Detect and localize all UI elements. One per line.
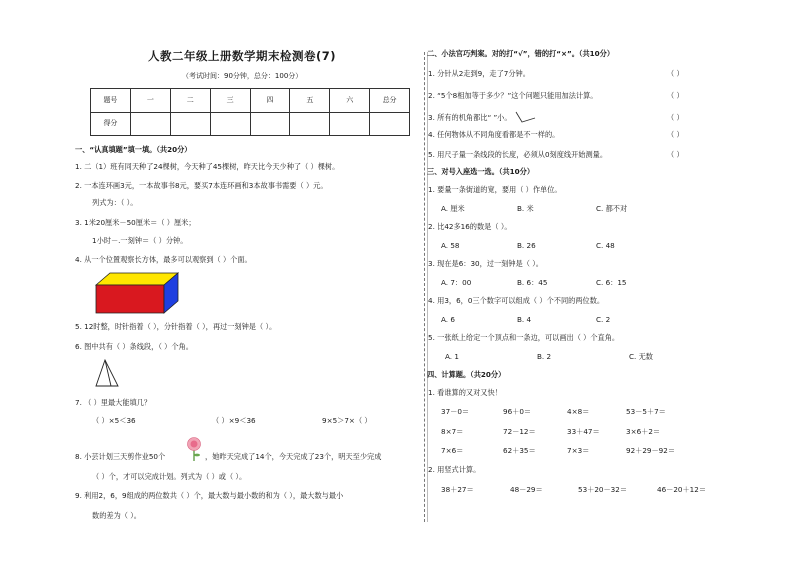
s3-q2-option-a[interactable]: A. 58 xyxy=(441,241,460,250)
flower-leaf xyxy=(194,454,200,457)
s1-q3-second: 1小时－.一刻钟＝（ ）分钟。 xyxy=(92,236,188,245)
s1-q7: 7. （ ）里最大能填几？ xyxy=(75,398,152,407)
s3-q1-option-a[interactable]: A. 厘米 xyxy=(441,204,465,213)
score-blank[interactable] xyxy=(210,112,250,136)
calc-item: 72－12＝ xyxy=(503,427,536,436)
score-cell: 得分 xyxy=(91,112,131,136)
score-cell: 二 xyxy=(170,89,210,113)
section-2-title: 二、小法官巧判案。对的打“√”，错的打“×”。（共10分） xyxy=(427,49,615,58)
s3-q3: 3. 现在是6：30，过一刻钟是（ ）。 xyxy=(428,259,543,268)
s1-q5: 5. 12时整，时针指着（ ），分针指着（ ），再过一刻钟是（ ）。 xyxy=(75,322,277,331)
section-3-title: 三、对号入座选一选。（共10分） xyxy=(427,167,535,176)
score-cell: 一 xyxy=(130,89,170,113)
s2-answer-bracket[interactable]: （ ） xyxy=(667,69,684,78)
score-blank[interactable] xyxy=(130,112,170,136)
s3-q4-option-c[interactable]: C. 2 xyxy=(596,315,611,324)
s2-item-2: 2. “5个8相加等于多少？”这个问题只能用加法计算。 xyxy=(428,91,598,100)
score-table-score-row xyxy=(91,112,410,136)
s2-answer-bracket[interactable]: （ ） xyxy=(667,150,684,159)
s1-q7b: （ ）×9＜36 xyxy=(212,416,256,425)
angle-mark xyxy=(516,112,535,122)
calc-item: 4×8＝ xyxy=(567,407,590,416)
score-blank[interactable] xyxy=(330,112,370,136)
calc-item: 37－0＝ xyxy=(441,407,470,416)
score-cell: 三 xyxy=(210,89,250,113)
s3-q2: 2. 比42多16的数是（ ）。 xyxy=(428,222,512,231)
cuboid-front-face xyxy=(96,285,164,313)
section-4-title: 四、计算题。（共20分） xyxy=(427,370,506,379)
score-blank[interactable] xyxy=(290,112,330,136)
s3-q4: 4. 用3，6，0三个数字可以组成（ ）个不同的两位数。 xyxy=(428,296,605,305)
s3-q4-option-b[interactable]: B. 4 xyxy=(517,315,532,324)
flower-petal-inner xyxy=(191,441,198,448)
s1-q4: 4. 从一个位置观察长方体，最多可以观察到（ ）个面。 xyxy=(75,255,252,264)
s4-q2: 2. 用竖式计算。 xyxy=(428,465,481,474)
vertical-calc-item: 53＋20－32＝ xyxy=(578,485,628,494)
s3-q4-option-a[interactable]: A. 6 xyxy=(441,315,455,324)
right-angle-icon xyxy=(514,110,536,124)
score-table-header-row xyxy=(91,89,410,113)
s3-q1-option-b[interactable]: B. 米 xyxy=(517,204,534,213)
calc-item: 7×6＝ xyxy=(441,446,464,455)
score-cell: 六 xyxy=(330,89,370,113)
s1-q8-continued: ，她昨天完成了14个，今天完成了23个，明天至少完成 xyxy=(205,452,382,461)
s1-q8-second: （ ）个，才可以完成计划。列式为（ ）或（ ）。 xyxy=(92,472,247,481)
calc-item: 7×3＝ xyxy=(567,446,590,455)
s1-q9-second: 数的差为（ ）。 xyxy=(92,511,141,520)
s1-q8: 8. 小芸计划三天剪作业50个 xyxy=(75,452,166,461)
s3-q5-option-a[interactable]: A. 1 xyxy=(445,352,459,361)
s1-q6: 6. 图中共有（ ）条线段，（ ）个角。 xyxy=(75,342,193,351)
s3-q3-option-a[interactable]: A. 7：00 xyxy=(441,278,472,287)
s2-item-1: 1. 分针从2走到9，走了7分钟。 xyxy=(428,69,530,78)
section-1-title: 一、“认真填题”填一填。（共20分） xyxy=(75,145,192,154)
vertical-calc-item: 48－29＝ xyxy=(510,485,543,494)
calc-item: 8×7＝ xyxy=(441,427,464,436)
column-divider-solid xyxy=(427,52,428,522)
s3-q2-option-b[interactable]: B. 26 xyxy=(517,241,536,250)
vertical-calc-item: 46－20＋12＝ xyxy=(657,485,707,494)
triangle-outline xyxy=(96,360,118,386)
calc-item: 3×6＋2＝ xyxy=(626,427,661,436)
column-divider xyxy=(424,52,425,522)
s3-q3-option-b[interactable]: B. 6：45 xyxy=(517,278,548,287)
score-blank[interactable] xyxy=(370,112,410,136)
s3-q5-option-c[interactable]: C. 无数 xyxy=(629,352,653,361)
s1-q2-expression: 列式为：（ ）。 xyxy=(92,198,138,207)
exam-info: （考试时间：90分钟，总分：100分） xyxy=(182,72,303,80)
calc-item: 53－5＋7＝ xyxy=(626,407,666,416)
s4-q1: 1. 看谁算的又对又快！ xyxy=(428,388,502,397)
score-table xyxy=(90,88,410,136)
s3-q5-option-b[interactable]: B. 2 xyxy=(537,352,552,361)
s1-q9: 9. 利用2，6，9组成的两位数共（ ）个，最大数与最小数的和为（ ），最大数与最小 xyxy=(75,491,344,500)
score-cell: 四 xyxy=(250,89,290,113)
calc-item: 62＋35＝ xyxy=(503,446,536,455)
score-cell: 五 xyxy=(290,89,330,113)
s2-item-3: 3. 所有的机角都比“ ”小。 xyxy=(428,113,512,122)
paper-flower-icon xyxy=(185,436,203,462)
triangle-figure xyxy=(94,358,120,388)
cuboid-figure xyxy=(94,271,180,315)
s2-item-4: 4. 任何物体从不同角度看都是不一样的。 xyxy=(428,130,560,139)
score-cell: 题号 xyxy=(91,89,131,113)
score-cell: 总分 xyxy=(370,89,410,113)
calc-item: 92＋29－92＝ xyxy=(626,446,676,455)
score-blank[interactable] xyxy=(170,112,210,136)
s2-answer-bracket[interactable]: （ ） xyxy=(667,130,684,139)
s1-q2: 2. 一本连环画3元，一本故事书8元，要买7本连环画和3本故事书需要（ ）元。 xyxy=(75,181,328,190)
s3-q1: 1. 要量一条街道的宽，要用（ ）作单位。 xyxy=(428,185,562,194)
s1-q7c: 9×5＞7×（ ） xyxy=(322,416,372,425)
s2-answer-bracket[interactable]: （ ） xyxy=(667,113,684,122)
s1-q1: 1. 二（1）班有同天种了24棵树，今天种了45棵树，昨天比今天少种了（ ）棵树。 xyxy=(75,162,340,171)
page-title: 人教二年级上册数学期末检测卷(7) xyxy=(148,49,337,63)
calc-item: 96＋0＝ xyxy=(503,407,532,416)
s3-q2-option-c[interactable]: C. 48 xyxy=(596,241,615,250)
score-blank[interactable] xyxy=(250,112,290,136)
s1-q7a: （ ）×5＜36 xyxy=(92,416,136,425)
triangle-inner-segment xyxy=(105,360,111,386)
calc-item: 33＋47＝ xyxy=(567,427,600,436)
s2-answer-bracket[interactable]: （ ） xyxy=(667,91,684,100)
vertical-calc-item: 38＋27＝ xyxy=(441,485,474,494)
s3-q5: 5. 一张纸上给定一个顶点和一条边，可以画出（ ）个直角。 xyxy=(428,333,620,342)
s2-item-5: 5. 用尺子量一条线段的长度，必须从0刻度线开始测量。 xyxy=(428,150,608,159)
s3-q1-option-c[interactable]: C. 都不对 xyxy=(596,204,628,213)
s3-q3-option-c[interactable]: C. 6：15 xyxy=(596,278,627,287)
s1-q3: 3. 1米20厘米－50厘米＝（ ）厘米； xyxy=(75,218,196,227)
